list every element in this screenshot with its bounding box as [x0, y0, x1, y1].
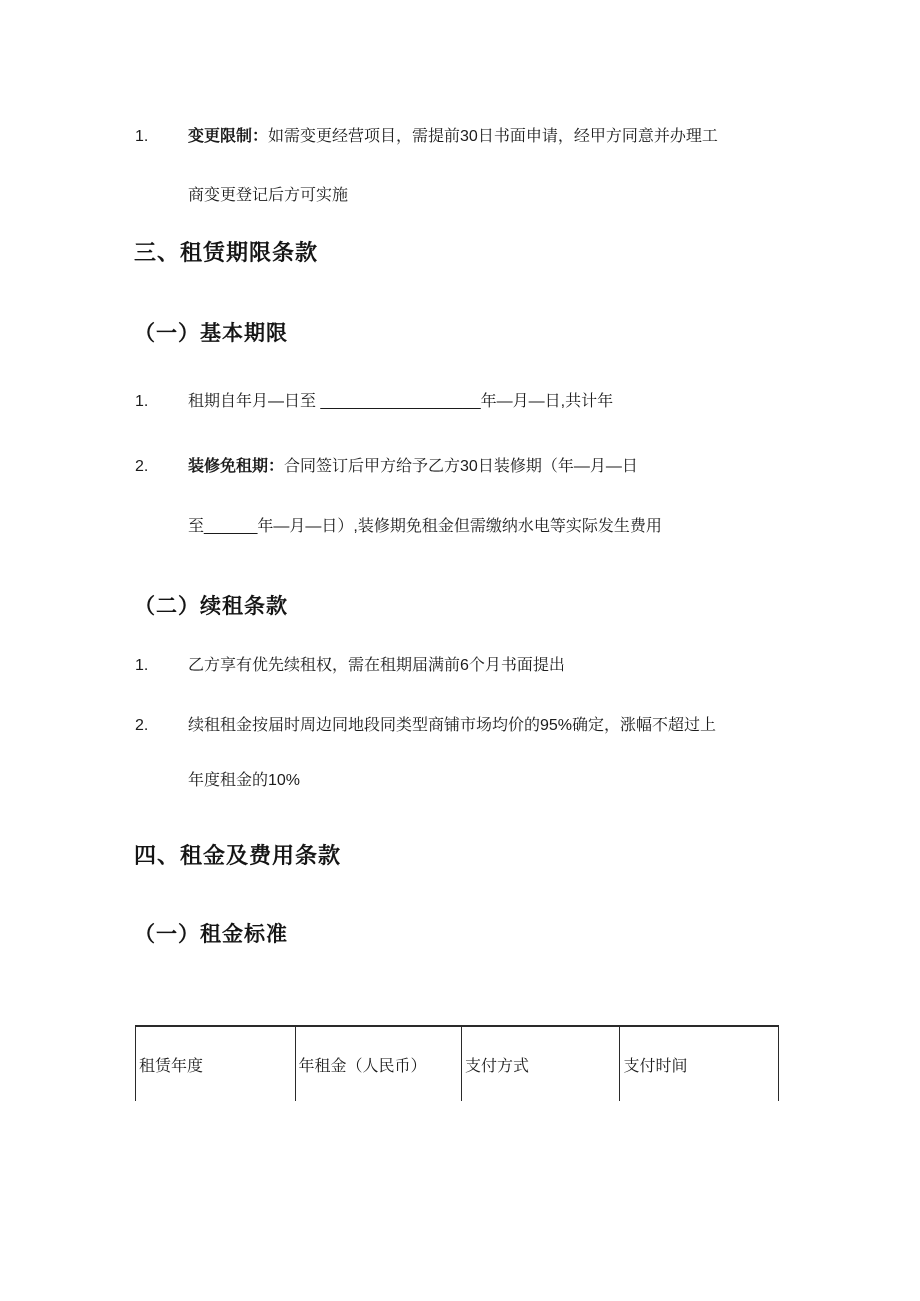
- section3-sub-basic-heading: （一）基本期限: [134, 322, 288, 345]
- section4-heading: 四、租金及费用条款: [134, 843, 342, 868]
- renewal-item2-number: 2.: [135, 717, 149, 734]
- rent-table-header-lease-year: 租赁年度: [139, 1057, 204, 1075]
- clause-change-label: 变更限制：: [188, 128, 269, 145]
- basic-item1-line: [188, 392, 613, 412]
- basic-item1-pre: 租期自年月—日至: [188, 393, 321, 410]
- rent-table-header-payment-time: 支付时间: [619, 1027, 778, 1101]
- clause-change-line1: [188, 127, 718, 147]
- section3-sub-renewal-heading: （二）续租条款: [134, 595, 288, 618]
- basic-item1-number: 1.: [135, 393, 149, 410]
- basic-item2-label: 装修免租期：: [188, 458, 285, 475]
- clause-change-line2: 商变更登记后方可实施: [188, 187, 349, 204]
- basic-item2-line1: [188, 457, 638, 477]
- rent-table-header-payment-method: 支付方式: [461, 1027, 620, 1101]
- basic-item2-line2-pre: 至: [188, 518, 205, 535]
- renewal-item2-line1: 续租租金按届时周边同地段同类型商铺市场均价的95%确定，涨幅不超过上: [188, 717, 717, 734]
- section4-sub-rent-standard-heading: （一）租金标准: [134, 923, 288, 946]
- rent-table: [135, 1025, 779, 1101]
- clause-change-number: 1.: [135, 128, 149, 145]
- basic-item2-line1-text: 合同签订后甲方给予乙方30日装修期（年—月—日: [284, 458, 638, 475]
- basic-item2-line2: [188, 517, 662, 537]
- renewal-item1-number: 1.: [135, 657, 149, 674]
- clause-change-line1-text: 如需变更经营项目，需提前30日书面申请，经甲方同意并办理工: [268, 128, 718, 145]
- section3-heading: 三、租赁期限条款: [134, 240, 319, 265]
- rent-table-header-annual-rent: 年租金（人民币）: [295, 1027, 461, 1101]
- basic-item2-number: 2.: [135, 458, 149, 475]
- basic-item1-blank: __________________: [320, 393, 481, 410]
- basic-item2-line2-blank: ______: [204, 518, 258, 535]
- basic-item1-post: 年—月—日,共计年: [480, 393, 614, 410]
- renewal-item1-text: 乙方享有优先续租权，需在租期届满前6个月书面提出: [188, 657, 565, 674]
- renewal-item2-line2: 年度租金的10%: [188, 772, 301, 789]
- basic-item2-line2-post: 年—月—日）,装修期免租金但需缴纳水电等实际发生费用: [257, 518, 662, 535]
